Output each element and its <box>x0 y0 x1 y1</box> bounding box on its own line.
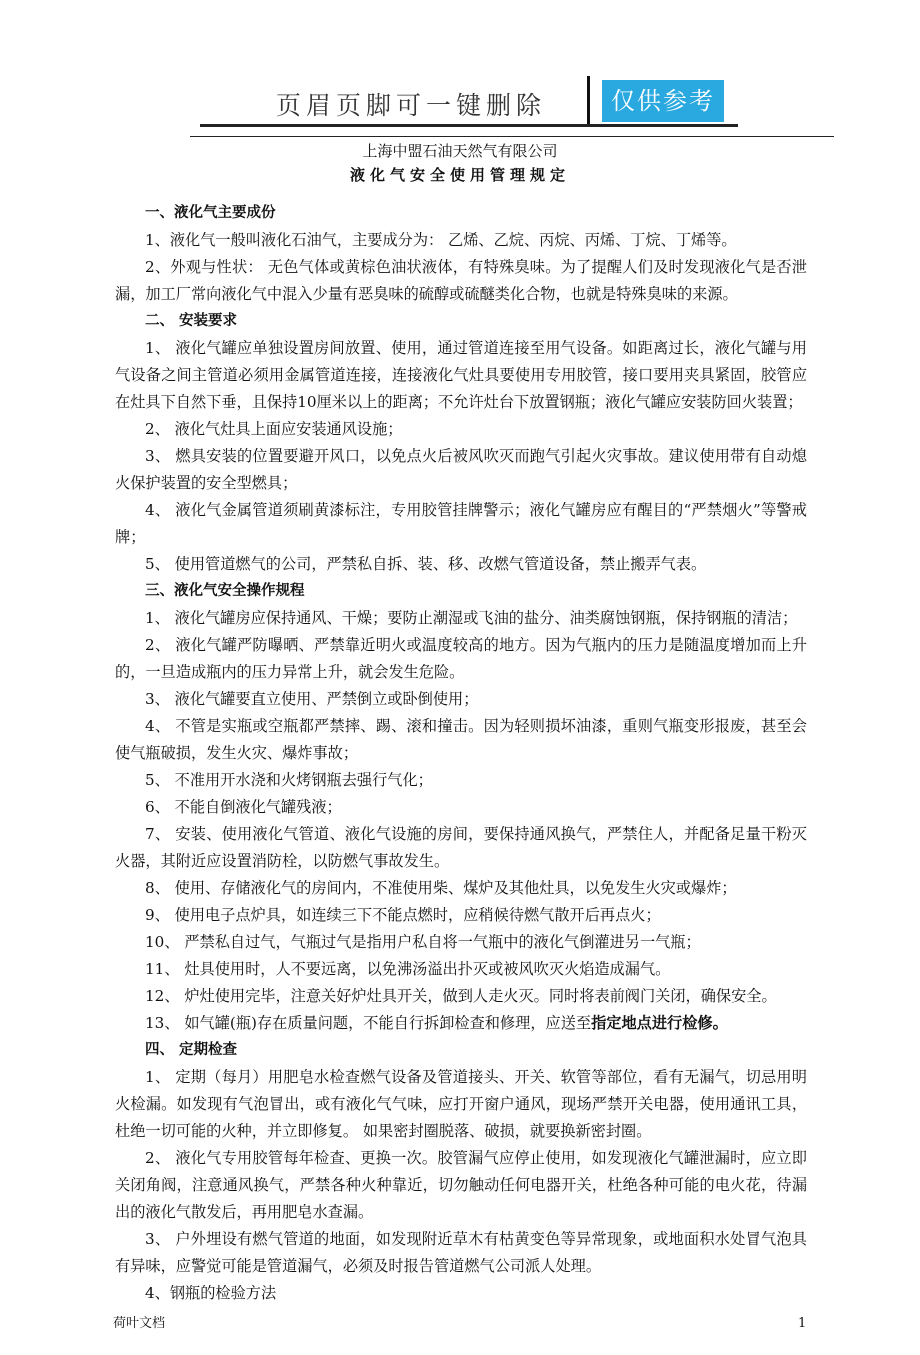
paragraph-text: 2、 液化气专用胶管每年检查、更换一次。胶管漏气应停止使用，如发现液化气罐泄漏时，应立即关闭角阀，注意通风换气，严禁各种火种靠近，切勿触动任何电器开关，杜绝各种可能的电火花，待漏出的液化气散发后，再用肥皂水查漏。 <box>115 1149 807 1221</box>
document-body <box>115 200 807 1307</box>
paragraph-text: 2、外观与性状： 无色气体或黄棕色油状液体，有特殊臭味。为了提醒人们及时发现液化气是否泄漏，加工厂常向液化气中混入少量有恶臭味的硫醇或硫醚类化合物，也就是特殊臭味的来源。 <box>115 258 807 303</box>
paragraph-text: 5、 不准用开水浇和火烤钢瓶去强行气化； <box>145 771 433 789</box>
paragraph <box>115 254 807 308</box>
paragraph-text: 12、 炉灶使用完毕，注意关好炉灶具开关，做到人走火灭。同时将表前阀门关闭，确保安全。 <box>145 987 777 1005</box>
paragraph <box>115 794 807 821</box>
paragraph <box>115 1226 807 1280</box>
section-heading <box>115 308 807 335</box>
paragraph <box>115 1280 807 1307</box>
page-footer <box>0 1315 920 1355</box>
paragraph-text: 1、液化气一般叫液化石油气，主要成分为： 乙烯、乙烷、丙烷、丙烯、丁烷、丁烯等。 <box>145 231 737 249</box>
paragraph-text: 3、 燃具安装的位置要避开风口，以免点火后被风吹灭而跑气引起火灾事故。建议使用带有自动熄火保护装置的安全型燃具； <box>115 447 807 492</box>
paragraph <box>115 713 807 767</box>
paragraph-text: 11、 灶具使用时，人不要远离，以免沸汤溢出扑灭或被风吹灭火焰造成漏气。 <box>145 960 671 978</box>
paragraph <box>115 443 807 497</box>
section-heading <box>115 1037 807 1064</box>
paragraph-text: 1、 定期（每月）用肥皂水检查燃气设备及管道接头、开关、软管等部位，看有无漏气，切忌用明火检漏。如发现有气泡冒出，或有液化气气味，应打开窗户通风，现场严禁开关电器，使用通讯工具，杜绝一切可能的火种，并立即修复。 如果密封圈脱落、破损，就要换新密封圈。 <box>115 1068 807 1140</box>
paragraph-text: 2、 液化气灶具上面应安装通风设施； <box>145 420 403 438</box>
paragraph <box>115 767 807 794</box>
paragraph <box>115 632 807 686</box>
paragraph-text: 1、 液化气罐应单独设置房间放置、使用，通过管道连接至用气设备。如距离过长，液化气罐与用气设备之间主管道必须用金属管道连接，连接液化气灶具要使用专用胶管，接口要用夹具紧固，胶管应在灶具下自然下垂，且保持10厘米以上的距离；不允许灶台下放置钢瓶；液化气罐应安装防回火装置； <box>115 339 807 411</box>
paragraph <box>115 1145 807 1226</box>
paragraph <box>115 1064 807 1145</box>
paragraph <box>115 605 807 632</box>
document-title: 液化气安全使用管理规定 <box>349 166 570 184</box>
emphasis-text: 指定地点进行检修。 <box>591 1014 728 1032</box>
reference-badge: 仅供参考 <box>602 80 724 122</box>
paragraph <box>115 902 807 929</box>
paragraph-text: 四、 定期检查 <box>145 1042 238 1058</box>
footer-label: 荷叶文档 <box>113 1316 166 1331</box>
paragraph <box>115 875 807 902</box>
paragraph-text: 3、 户外埋设有燃气管道的地面，如发现附近草木有枯黄变色等异常现象，或地面积水处冒气泡具有异味，应警觉可能是管道漏气，必须及时报告管道燃气公司派人处理。 <box>115 1230 807 1275</box>
paragraph-text: 8、 使用、存储液化气的房间内，不准使用柴、煤炉及其他灶具，以免发生火灾或爆炸； <box>145 879 737 897</box>
paragraph <box>115 227 807 254</box>
section-heading <box>115 578 807 605</box>
paragraph-text: 二、 安装要求 <box>145 313 238 329</box>
paragraph <box>115 686 807 713</box>
paragraph <box>115 1010 807 1037</box>
paragraph-text: 5、 使用管道燃气的公司，严禁私自拆、装、移、改燃气管道设备，禁止搬弄气表。 <box>145 555 707 573</box>
page-number: 1 <box>798 1316 807 1331</box>
paragraph-text: 三、液化气安全操作规程 <box>145 583 305 599</box>
header-banner-text: 页眉页脚可一键删除 <box>276 91 547 120</box>
paragraph <box>115 551 807 578</box>
paragraph-text: 4、钢瓶的检验方法 <box>145 1284 277 1302</box>
paragraph-text: 10、 严禁私自过气，气瓶过气是指用户私自将一气瓶中的液化气倒灌进另一气瓶； <box>145 933 701 951</box>
paragraph-text: 7、 安装、使用液化气管道、液化气设施的房间，要保持通风换气，严禁住人，并配备足量干粉灭火器，其附近应设置消防栓，以防燃气事故发生。 <box>115 825 807 870</box>
section-heading <box>115 200 807 227</box>
paragraph-text: 4、 不管是实瓶或空瓶都严禁摔、踢、滚和撞击。因为轻则损坏油漆，重则气瓶变形报废，甚至会使气瓶破损，发生火灾、爆炸事故； <box>115 717 807 762</box>
company-name: 上海中盟石油天然气有限公司 <box>362 142 558 160</box>
paragraph-text: 13、 如气罐(瓶)存在质量问题，不能自行拆卸检查和修理，应送至 <box>145 1014 592 1032</box>
paragraph-text: 4、 液化气金属管道须刷黄漆标注，专用胶管挂牌警示；液化气罐房应有醒目的“严禁烟火”等警戒牌； <box>115 501 807 546</box>
paragraph-text: 6、 不能自倒液化气罐残液； <box>145 798 342 816</box>
paragraph <box>115 929 807 956</box>
paragraph <box>115 821 807 875</box>
paragraph-text: 3、 液化气罐要直立使用、严禁倒立或卧倒使用； <box>145 690 479 708</box>
paragraph-text: 9、 使用电子点炉具，如连续三下不能点燃时，应稍候待燃气散开后再点火； <box>145 906 661 924</box>
paragraph <box>115 335 807 416</box>
paragraph-text: 2、 液化气罐严防曝晒、严禁靠近明火或温度较高的地方。因为气瓶内的压力是随温度增加而上升的，一旦造成瓶内的压力异常上升，就会发生危险。 <box>115 636 807 681</box>
paragraph <box>115 497 807 551</box>
paragraph-text: 1、 液化气罐房应保持通风、干燥；要防止潮湿或飞油的盐分、油类腐蚀钢瓶，保持钢瓶的清洁； <box>145 609 798 627</box>
paragraph <box>115 956 807 983</box>
paragraph-text: 一、液化气主要成份 <box>145 205 276 221</box>
paragraph <box>115 983 807 1010</box>
paragraph <box>115 416 807 443</box>
